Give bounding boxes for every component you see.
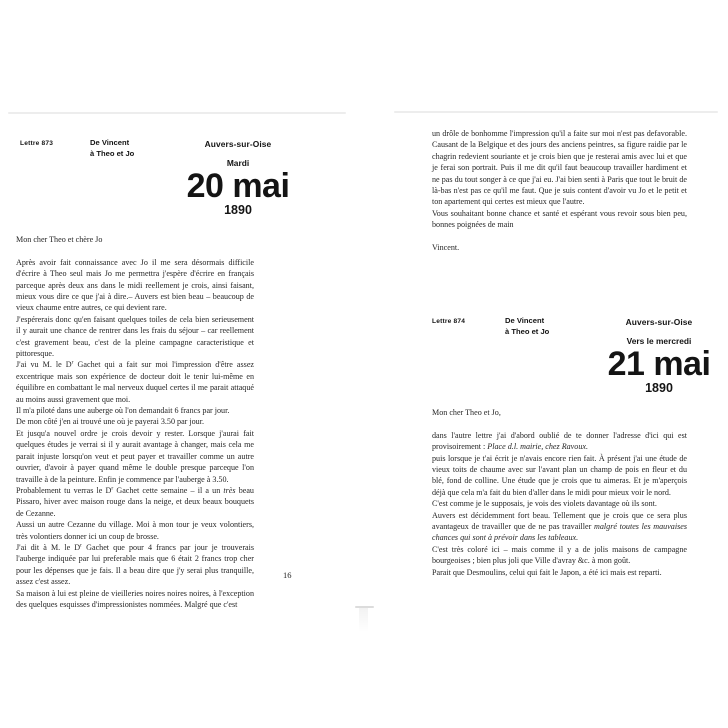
paragraph: Mon cher Theo et chère Jo xyxy=(16,235,103,244)
letter-recipient: à Theo et Jo xyxy=(505,326,550,336)
paragraph xyxy=(432,231,687,242)
paragraph: dans l'autre lettre j'ai d'abord oublié de te donner l'adresse d'ici qui est provisoirement : Place d.l. mairie, chez Ravoux. xyxy=(432,430,687,452)
letter-year: 1890 xyxy=(645,381,673,395)
letter-sender: De Vincent xyxy=(505,316,545,325)
paragraph: Parait que Desmoulins, celui qui fait le Japon, a été ici mais est reparti. xyxy=(432,567,662,577)
paragraph: Sa maison à lui est pleine de vieilleries noires noires noires, à l'exception des quelques esquisses d'impressionistes nommées. Malgré que c'est xyxy=(16,588,254,609)
letter-parties xyxy=(505,316,549,337)
letter-date-large: 20 mai xyxy=(186,167,290,205)
paragraph: Vincent. xyxy=(432,243,460,253)
letter-number-label: Lettre 873 xyxy=(20,140,54,147)
letter-dateblock xyxy=(600,317,718,395)
paragraph: Auvers est décidemment fort beau. Tellement que je crois que ce sera plus avantageux de travailler que de ne pas travailler malgré toutes les mauvaises chances qui sont à prévoir dans les tableaux. xyxy=(432,510,687,543)
paragraph: Et jusqu'a nouvel ordre je crois devoir y rester. Lorsque j'aurai fait quelques études je verrai si il y aurait avantage à changer, mais cela me parait injuste lorsqu'on veut et peut payer et travailler comme un autre ouvrier, d'avoir à payer quand même le double presque parceque l'on travaille à de la peinture. Enfin je commence par l'auberge à 3.50. xyxy=(16,428,254,484)
letter-number-label: Lettre 874 xyxy=(432,318,466,325)
paragraph: Aussi un autre Cezanne du village. Moi à mon tour je veux volontiers, très volontiers donner ici un coup de brosse. xyxy=(16,520,254,541)
paragraph: J'espérerais donc qu'en faisant quelques toiles de cela bien serieusement il y aurait une chance de rentrer dans les frais du séjour – car reellement c'est gravement beau, c'est de la pleine campagne caracteristique et pittoresque. xyxy=(16,314,254,359)
paragraph: Mon cher Theo et Jo, xyxy=(432,408,501,417)
letter-recipient: à Theo et Jo xyxy=(90,148,135,158)
paragraph: J'ai vu M. le $D^r$ Gachet qui a fait sur moi l'impression d'être assez excentrique mais son expérience de docteur doit le tenir lui-même en équilibre en combattant le mal nerveux duquel certes il me parait attaqué au moins aussi gravement que moi. xyxy=(16,359,254,404)
paragraph xyxy=(16,245,254,256)
letter-dateblock xyxy=(179,139,297,217)
letter-874-body xyxy=(432,407,687,578)
letter-place: Auvers-sur-Oise xyxy=(625,317,693,327)
letter-873-continuation xyxy=(432,128,687,253)
letter-sender: De Vincent xyxy=(90,138,130,147)
letter-date-large: 21 mai xyxy=(607,345,711,383)
right-page-top-edge xyxy=(394,111,718,113)
letter-day: Mardi xyxy=(226,158,250,168)
paragraph: J'ai dit à M. le $D^r$ Gachet que pour 4 francs par jour je trouverais l'auberge indiquée par lui preferable mais que 6 était 2 francs trop cher pour les dépenses que je fais. Il a beau dire que j'y serai plus tranquille, assez c'est assez. xyxy=(16,542,255,587)
gutter-shadow-smudge xyxy=(359,608,368,632)
letter-873-body xyxy=(16,234,254,610)
paragraph: De mon côté j'en ai trouvé une où je payerai 3.50 par jour. xyxy=(16,417,205,427)
left-page-top-edge xyxy=(8,112,346,114)
letter-day: Vers le mercredi xyxy=(626,336,692,346)
paragraph: Il m'a piloté dans une auberge où l'on demandait 6 francs par jour. xyxy=(16,406,230,416)
paragraph xyxy=(432,418,687,429)
paragraph: C'est comme je le supposais, je vois des violets davantage où ils sont. xyxy=(432,499,657,509)
paragraph: puis lorsque je t'ai écrit je n'avais encore rien fait. À présent j'ai une étude de vieux toits de chaume avec sur l'avant plan un champ de pois en fleur et du blé, fond de colline. Une étude que je crois que tu aimeras. Et je m'aperçois déjà que cela m'a fait du bien d'aller dans le midi pour mieux voir le nord. xyxy=(432,453,687,497)
paragraph: Vous souhaitant bonne chance et santé et espérant vous revoir sous bien peu, bonnes poignées de main xyxy=(432,208,687,230)
paragraph: C'est très coloré ici – mais comme il y a de jolis maisons de campagne bourgeoises ; bien plus joli que Ville d'avray &c. à mon goût. xyxy=(432,544,687,566)
paragraph: Probablement tu verras le $D^r$ Gachet cette semaine – il a un très beau Pissaro, hiver avec maison rouge dans la neige, et deux beaux bouquets de Cezanne. xyxy=(16,485,254,518)
letter-parties xyxy=(90,138,134,159)
letter-year: 1890 xyxy=(224,203,252,217)
letter-place: Auvers-sur-Oise xyxy=(204,139,272,149)
paragraph: un drôle de bonhomme l'impression qu'il a faite sur moi n'est pas defavorable. Causant de la Belgique et des jours des anciens peintres, sa figure raidie par le chagrin redevient souriante et je crois bien que je resterai amis avec lui et que je ferai son portrait. Puis il me dit qu'il faut beaucoup travailler hardiment et ne pas du tout songer à ce que j'ai eu. J'ai bien senti à Paris que tout le bruit de là-bas n'est pas ce qu'il me faut. Que je suis content d'avoir vu Jo et le petit et ton apartement qui certes est mieux que l'autre. xyxy=(432,129,687,207)
paragraph: Après avoir fait connaissance avec Jo il me sera désormais difficile d'écrire à Theo seul mais Jo me permettra j'espère d'écrire en français parceque après deux ans dans le midi reellement je crois, ainsi faisant, mieux vous dire ce que j'ai à dire.– Auvers est bien beau – beaucoup de vieux chaume entre autres, ce qui devient rare. xyxy=(16,257,254,313)
page-number: 16 xyxy=(283,570,292,580)
